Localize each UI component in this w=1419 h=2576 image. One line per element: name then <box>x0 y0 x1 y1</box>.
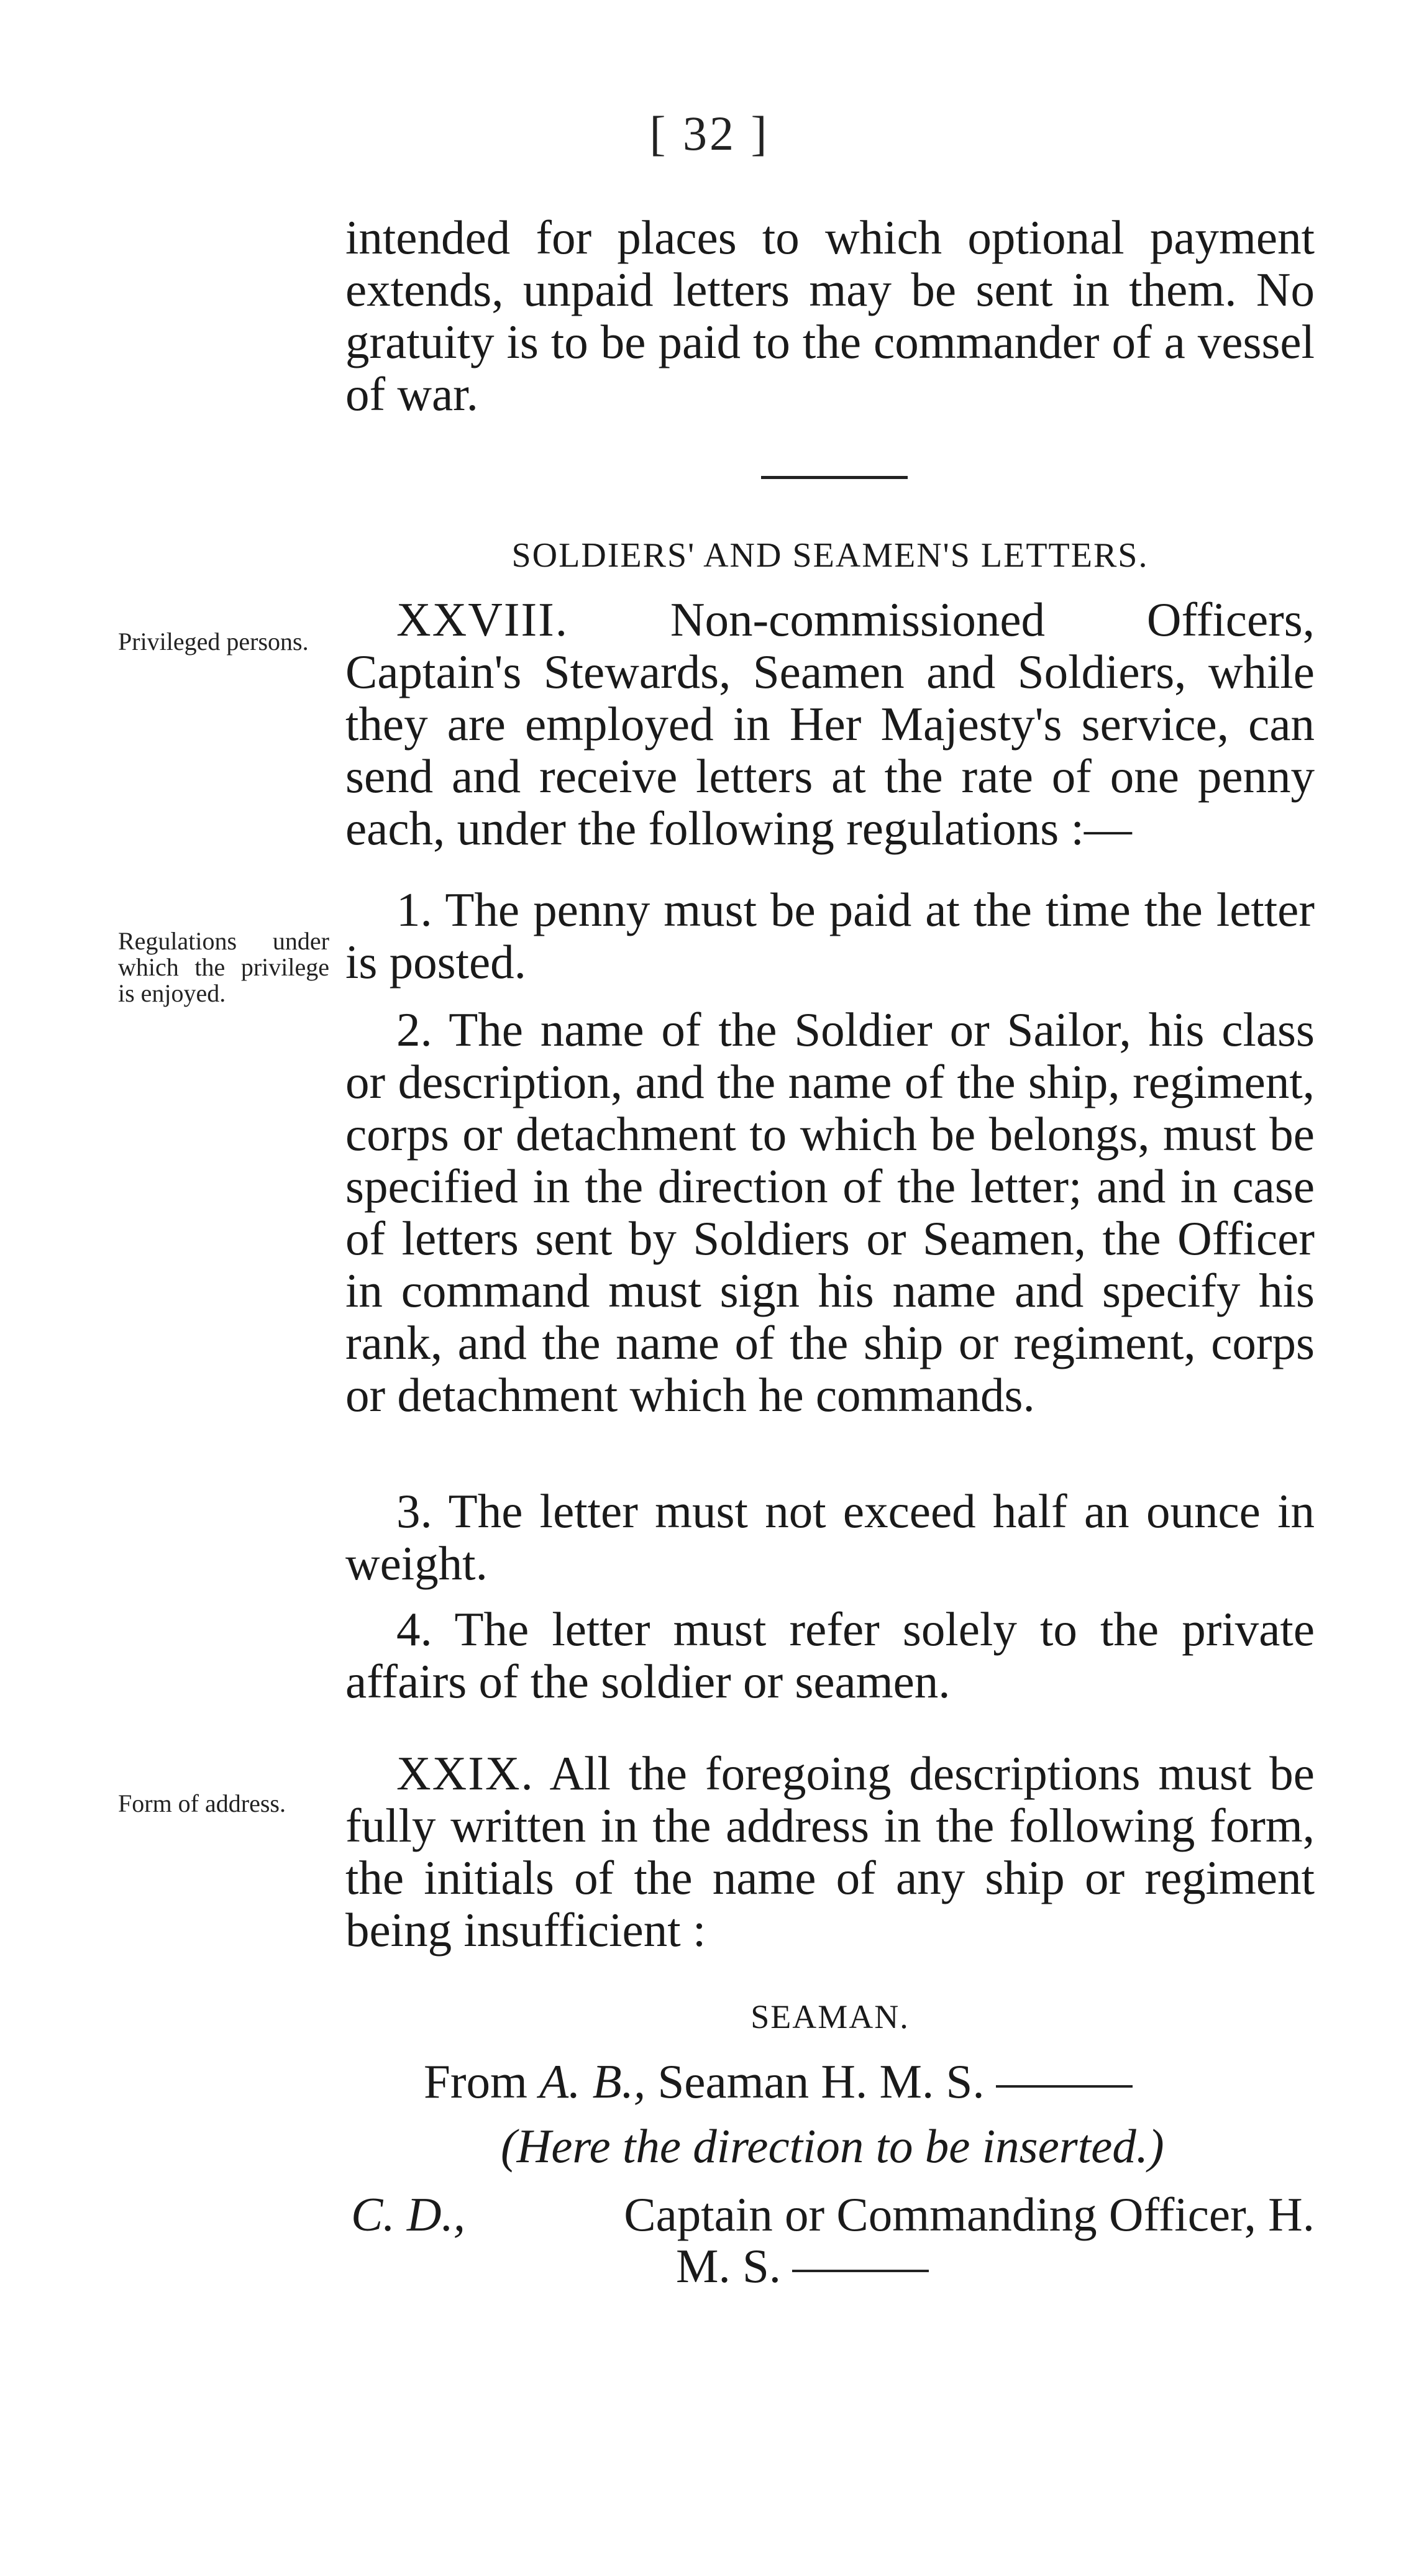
form-officer-name: C. D., <box>351 2188 465 2241</box>
form-from-rest: Seaman H. M. S. <box>657 2055 985 2108</box>
article-28-number: XXVIII. <box>396 593 568 646</box>
rule-3-text: 3. The letter must not exceed half an ounce in weight. <box>345 1484 1315 1590</box>
form-officer-blank <box>792 2270 929 2272</box>
form-officer-end-line <box>676 2240 929 2292</box>
form-from-prefix: From <box>424 2055 527 2108</box>
continuation-paragraph <box>345 211 1315 420</box>
sidenote-regulations: Regulations under which the privilege is enjoyed. <box>118 927 329 1007</box>
page-number: [ 32 ] <box>649 106 770 160</box>
sidenote-form-of-address: Form of address. <box>118 1789 286 1817</box>
seaman-heading: SEAMAN. <box>751 1998 910 2035</box>
rule-3 <box>345 1485 1315 1589</box>
form-direction-line: (Here the direction to be inserted.) <box>501 2119 1164 2173</box>
rule-4 <box>345 1603 1315 1707</box>
rule-2-text: 2. The name of the Soldier or Sailor, his class or description, and the name of the ship, regiment, corps or detachment to which be belongs, must be specified in the direction of the letter; and in case of letters sent by Soldiers or Seamen, the Officer in command must sign his name and specify his rank, and the name of the ship or regiment, corps or detachment which he commands. <box>345 1003 1315 1422</box>
article-29-paragraph <box>345 1747 1315 1956</box>
article-28-text: Non-commissioned Officers, Captain's Stewards, Seamen and Soldiers, while they are employed in Her Majesty's service, can send and receive letters at the rate of one penny each, under the following regulations :— <box>345 593 1315 855</box>
article-29 <box>345 1747 1315 1956</box>
article-29-number: XXIX. <box>396 1747 534 1800</box>
rule-1 <box>345 884 1315 988</box>
form-from-name: A. B., <box>539 2055 646 2108</box>
continuation-text: intended for places to which optional payment extends, unpaid letters may be sent in them. No gratuity is to be paid to the commander of a vessel of war. <box>345 211 1315 421</box>
article-29-text: All the foregoing descriptions must be fully written in the address in the following form, the initials of the name of any ship or regiment being insufficient : <box>345 1747 1315 1957</box>
section-title: SOLDIERS' AND SEAMEN'S LETTERS. <box>511 536 1149 575</box>
rule-2 <box>345 1003 1315 1421</box>
rule-4-text: 4. The letter must refer solely to the private affairs of the soldier or seamen. <box>345 1602 1315 1708</box>
form-from-blank <box>996 2085 1133 2088</box>
form-officer-line <box>351 2188 1315 2240</box>
section-divider <box>761 476 908 479</box>
sidenote-privileged-persons: Privileged persons. <box>118 628 309 655</box>
rule-1-text: 1. The penny must be paid at the time the letter is posted. <box>345 883 1315 989</box>
article-28-paragraph <box>345 593 1315 854</box>
form-officer-rest: Captain or Commanding Officer, H. <box>624 2188 1315 2241</box>
form-from-line <box>424 2055 1133 2108</box>
form-officer-end: M. S. <box>676 2239 782 2293</box>
article-28 <box>345 593 1315 854</box>
